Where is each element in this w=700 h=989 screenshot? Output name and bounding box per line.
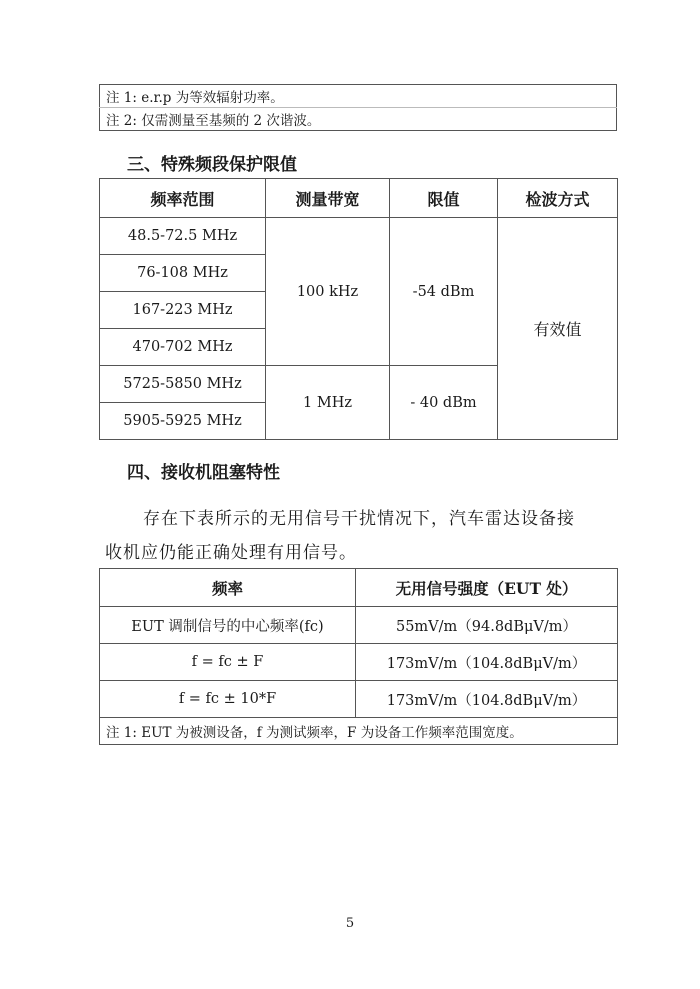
strength-cell: 55mV/m（94.8dBμV/m） xyxy=(356,607,618,644)
bandwidth-cell: 1 MHz xyxy=(266,366,390,440)
header-detection: 检波方式 xyxy=(498,179,618,218)
notes-table xyxy=(99,84,617,131)
strength-cell: 173mV/m（104.8dBμV/m） xyxy=(356,644,618,681)
range-cell: 5725-5850 MHz xyxy=(100,366,266,403)
freq-cell: EUT 调制信号的中心频率(fc) xyxy=(100,607,356,644)
table-row xyxy=(100,607,618,644)
header-signal-strength: 无用信号强度（EUT 处） xyxy=(356,569,618,607)
section4-heading: 四、接收机阻塞特性 xyxy=(127,463,280,483)
note-2: 注 2: 仅需测量至基频的 2 次谐波。 xyxy=(100,108,617,131)
bandwidth-cell: 100 kHz xyxy=(266,218,390,366)
page-number: 5 xyxy=(345,916,355,931)
range-cell: 470-702 MHz xyxy=(100,329,266,366)
header-limit: 限值 xyxy=(390,179,498,218)
range-cell: 167-223 MHz xyxy=(100,292,266,329)
protection-limits-table xyxy=(99,178,618,440)
detection-cell: 有效值 xyxy=(498,218,618,440)
range-cell: 48.5-72.5 MHz xyxy=(100,218,266,255)
section3-heading: 三、特殊频段保护限值 xyxy=(127,155,297,175)
limit-cell: - 40 dBm xyxy=(390,366,498,440)
limit-cell: -54 dBm xyxy=(390,218,498,366)
table-header-row xyxy=(100,179,618,218)
header-bandwidth: 测量带宽 xyxy=(266,179,390,218)
receiver-blocking-table xyxy=(99,568,618,745)
paragraph-line-1: 存在下表所示的无用信号干扰情况下，汽车雷达设备接 xyxy=(143,509,575,529)
table-row xyxy=(100,644,618,681)
table-note: 注 1: EUT 为被测设备，f 为测试频率，F 为设备工作频率范围宽度。 xyxy=(100,718,618,745)
range-cell: 5905-5925 MHz xyxy=(100,403,266,440)
note-row xyxy=(100,85,617,108)
freq-cell: f = fc ± F xyxy=(100,644,356,681)
paragraph-line-2: 收机应仍能正确处理有用信号。 xyxy=(105,543,357,563)
note-1: 注 1: e.r.p 为等效辐射功率。 xyxy=(100,85,617,108)
strength-cell: 173mV/m（104.8dBμV/m） xyxy=(356,681,618,718)
table-row xyxy=(100,681,618,718)
header-frequency-range: 频率范围 xyxy=(100,179,266,218)
table-row xyxy=(100,218,618,255)
table-note-row xyxy=(100,718,618,745)
table-header-row xyxy=(100,569,618,607)
freq-cell: f = fc ± 10*F xyxy=(100,681,356,718)
note-row xyxy=(100,108,617,131)
header-frequency: 频率 xyxy=(100,569,356,607)
range-cell: 76-108 MHz xyxy=(100,255,266,292)
